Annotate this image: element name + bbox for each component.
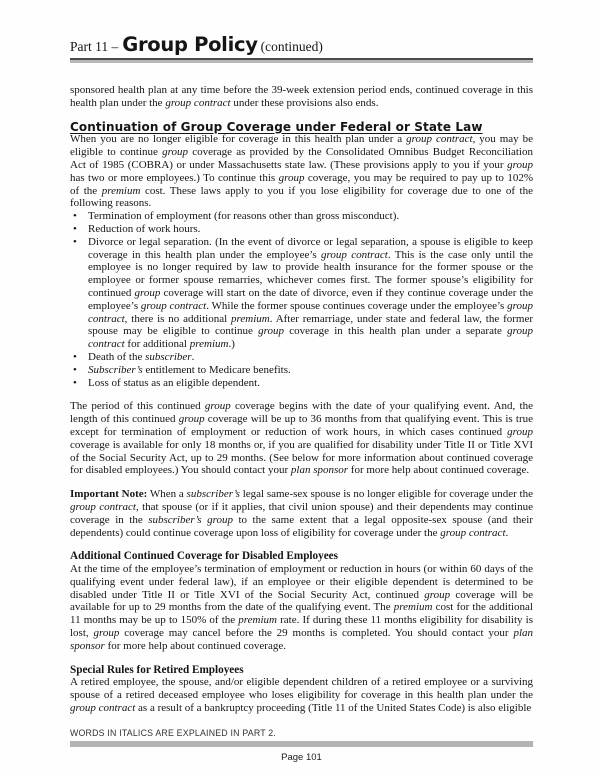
header-rule bbox=[70, 58, 533, 63]
paragraph-when-eligible: When you are no longer eligible for coverage in this health plan under a group contract, you may be eligible to continue group coverage as provided by the Consolidated Omnibus Budget Reconciliation Act of 1985 (COBRA) or under Massachusetts state law. (These provisions apply to you if your group has two or more employees.) To continue this group coverage, you may be required to pay up to 102% of the premium cost. These laws apply to you if you lose eligibility for coverage due to one of the following reasons. bbox=[70, 133, 533, 210]
paragraph-intro: sponsored health plan at any time before the 39-week extension period ends, continued coverage in this health plan under the group contract under these provisions also ends. bbox=[70, 84, 533, 109]
list-item-text: Death of the subscriber. bbox=[88, 350, 195, 363]
list-item-text: Divorce or legal separation. (In the event of divorce or legal separation, a spouse is eligible to keep coverage in this health plan under the employee’s group contract. This is the case only until the employee is no longer required by law to provide health insurance for the former spouse or the employee or former spouse remarries, whichever comes first. The former spouse’s eligibility for continued group coverage will start on the date of divorce, even if they continue coverage under the employee’s group contract. While the former spouse continues coverage under the employee’s group contract, there is no additional premium. After remarriage, under state and federal law, the former spouse may be eligible to continue group coverage in this health plan under a separate group contract for additional premium.) bbox=[88, 235, 534, 351]
part-label: Part 11 – bbox=[70, 39, 119, 54]
bullet-icon: • bbox=[73, 363, 77, 376]
section-heading-disabled-employees: Additional Continued Coverage for Disabled Employees bbox=[70, 550, 338, 563]
list-item bbox=[70, 351, 533, 364]
paragraph-important-note: Important Note: When a subscriber’s legal same-sex spouse is no longer eligible for coverage under the group contract, that spouse (or if it applies, that civil union spouse) and their dependents may continue coverage in the subscriber’s group to the same extent that a legal opposite-sex spouse (and their dependents) could continue coverage upon loss of eligibility for coverage under the group contract. bbox=[70, 488, 533, 539]
page-header bbox=[70, 0, 533, 56]
italics-note: WORDS IN ITALICS ARE EXPLAINED IN PART 2. bbox=[70, 727, 277, 738]
list-item bbox=[70, 223, 533, 236]
document-text bbox=[70, 84, 533, 715]
document-body bbox=[70, 0, 533, 763]
qualifying-events-list bbox=[70, 210, 533, 389]
list-item bbox=[70, 364, 533, 377]
paragraph-coverage-period: The period of this continued group coverage begins with the date of your qualifying event. And, the length of this continued group coverage will be up to 36 months from that qualifying event. This is true except for termination of employment or reduction of work hours, in which cases continued group coverage is available for only 18 months or, if you are qualified for disability under Title II or Title XVI of the Social Security Act, up to 29 months. (See below for more information about continued coverage for disabled employees.) You should contact your plan sponsor for more help about continued coverage. bbox=[70, 400, 533, 477]
bullet-icon: • bbox=[73, 350, 77, 363]
list-item-text: Subscriber’s entitlement to Medicare benefits. bbox=[88, 363, 291, 376]
list-item-text: Termination of employment (for reasons other than gross misconduct). bbox=[88, 210, 400, 223]
footer-divider-bar bbox=[70, 741, 533, 747]
bullet-icon: • bbox=[73, 210, 77, 223]
page-footer bbox=[70, 728, 533, 763]
page-number: Page 101 bbox=[281, 751, 322, 763]
list-item bbox=[70, 377, 533, 390]
list-item bbox=[70, 210, 533, 223]
section-heading-continuation: Continuation of Group Coverage under Federal or State Law bbox=[70, 119, 483, 134]
header-rule-light-line bbox=[70, 60, 533, 63]
bullet-icon: • bbox=[73, 222, 77, 235]
bullet-icon: • bbox=[73, 235, 77, 248]
list-item-text: Reduction of work hours. bbox=[88, 222, 201, 235]
paragraph-retired-employees: A retired employee, the spouse, and/or eligible dependent children of a retired employee or a surviving spouse of a retired deceased employee who loses eligibility for coverage in this health plan under the group contract as a result of a bankruptcy proceeding (Title 11 of the United States Code) is also eligible bbox=[70, 676, 533, 715]
list-item bbox=[70, 236, 533, 351]
list-item-text: Loss of status as an eligible dependent. bbox=[88, 376, 260, 389]
page-title: Group Policy bbox=[122, 33, 258, 56]
paragraph-disabled-employees: At the time of the employee’s termination of employment or reduction in hours (or within 60 days of the qualifying event under federal law), if an employee or their eligible dependent is determined to be disabled under Title II or Title XVI of the Social Security Act, continued group coverage will be available for up to 29 months from the date of the qualifying event. The premium cost for the additional 11 months may be up to 150% of the premium rate. If during these 11 months eligibility for disability is lost, group coverage may cancel before the 29 months is completed. You should contact your plan sponsor for more help about continued coverage. bbox=[70, 563, 533, 652]
section-heading-retired-employees: Special Rules for Retired Employees bbox=[70, 663, 244, 676]
continued-label: (continued) bbox=[260, 39, 323, 54]
bullet-icon: • bbox=[73, 376, 77, 389]
